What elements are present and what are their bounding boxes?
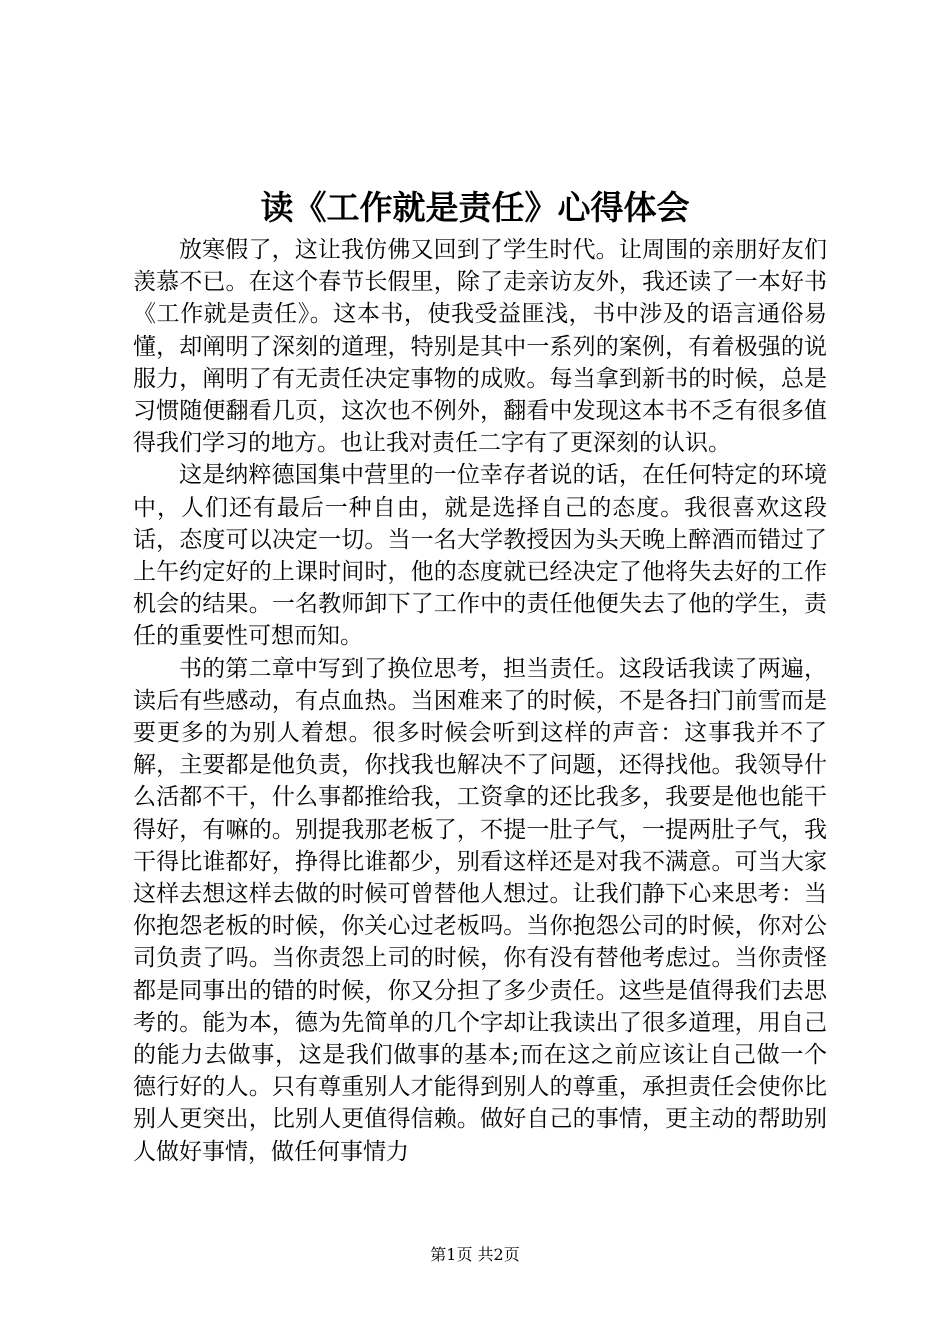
page-footer: 第1页 共2页 [430,1245,520,1264]
paragraph-3: 书的第二章中写到了换位思考，担当责任。这段话我读了两遍，读后有些感动，有点血热。当困难来了的时候，不是各扫门前雪而是要更多的为别人着想。很多时候会听到这样的声音：这事我并不了解，主要都是他负责，你找我也解决不了问题，还得找他。我领导什么活都不干，什么事都推给我，工资拿的还比我多，我要是他也能干得好，有嘛的。别提我那老板了，不提一肚子气，一提两肚子气，我干得比谁都好，挣得比谁都少，别看这样还是对我不满意。可当大家这样去想这样去做的时候可曾替他人想过。让我们静下心来思考：当你抱怨老板的时候，你关心过老板吗。当你抱怨公司的时候，你对公司负责了吗。当你责怨上司的时候，你有没有替他考虑过。当你责怪都是同事出的错的时候，你又分担了多少责任。这些是值得我们去思考的。能为本，德为先简单的几个字却让我读出了很多道理，用自己的能力去做事，这是我们做事的基本;而在这之前应该让自己做一个德行好的人。只有尊重别人才能得到别人的尊重，承担责任会使你比别人更突出，比别人更值得信赖。做好自己的事情，更主动的帮助别人做好事情，做任何事情力 [133,655,827,1165]
paragraph-1: 放寒假了，这让我仿佛又回到了学生时代。让周围的亲朋好友们羡慕不已。在这个春节长假里，除了走亲访友外，我还读了一本好书《工作就是责任》。这本书，使我受益匪浅，书中涉及的语言通俗易懂，却阐明了深刻的道理，特别是其中一系列的案例，有着极强的说服力，阐明了有无责任决定事物的成败。每当拿到新书的时候，总是习惯随便翻看几页，这次也不例外，翻看中发现这本书不乏有很多值得我们学习的地方。也让我对责任二字有了更深刻的认识。 [133,237,827,457]
document-title: 读《工作就是责任》心得体会 [260,188,690,227]
paragraph-2: 这是纳粹德国集中营里的一位幸存者说的话，在任何特定的环境中，人们还有最后一种自由，就是选择自己的态度。我很喜欢这段话，态度可以决定一切。当一名大学教授因为头天晚上醉酒而错过了上午约定好的上课时间时，他的态度就已经决定了他将失去好的工作机会的结果。一名教师卸下了工作中的责任他便失去了他的学生，责任的重要性可想而知。 [133,462,827,650]
document-body [133,234,827,1168]
